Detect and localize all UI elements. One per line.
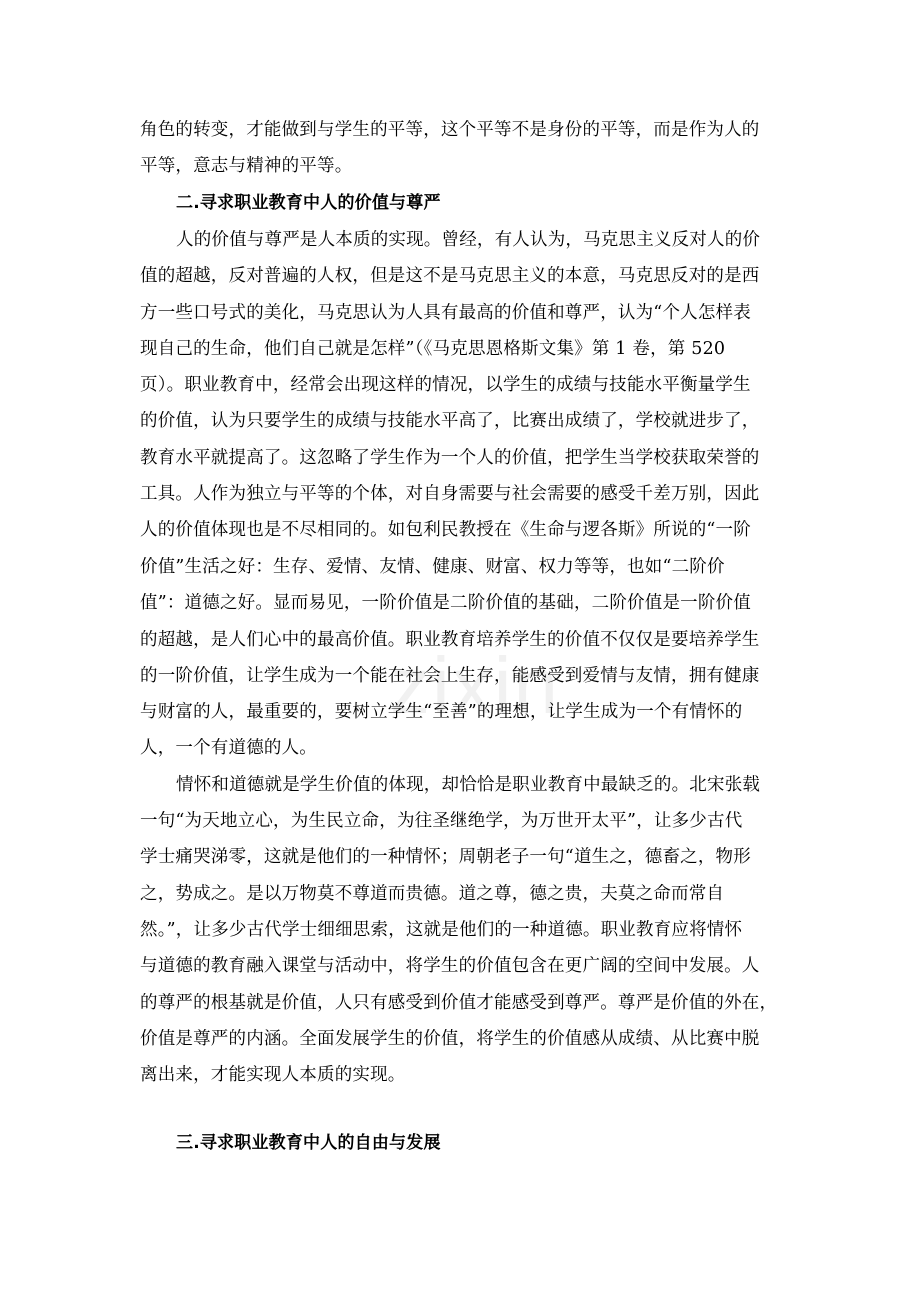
paragraph-line: 学士痛哭涕零，这就是他们的一种情怀；周朝老子一句“道生之，德畜之，物形 [140, 847, 751, 867]
paragraph-line: 离出来，才能实现人本质的实现。 [140, 1065, 406, 1085]
paragraph-line: 人的价值体现也是不尽相同的。如包利民教授在《生命与逻各斯》所说的“一阶 [140, 520, 751, 540]
paragraph-line: 值的超越，反对普遍的人权，但是这不是马克思主义的本意，马克思反对的是西 [140, 266, 760, 286]
paragraph-line: 人的价值与尊严是人本质的实现。曾经，有人认为，马克思主义反对人的价 [176, 230, 761, 250]
paragraph-line: 价值”生活之好：生存、爱情、友情、健康、财富、权力等等，也如“二阶价 [140, 557, 725, 577]
section-heading: 二.寻求职业教育中人的价值与尊严 [176, 193, 441, 213]
paragraph-line: 的价值，认为只要学生的成绩与技能水平高了，比赛出成绩了，学校就进步了， [140, 411, 760, 431]
paragraph-line: 方一些口号式的美化，马克思认为人具有最高的价值和尊严，认为“个人怎样表 [140, 303, 751, 323]
paragraph-line: 工具。人作为独立与平等的个体，对自身需要与社会需要的感受千差万别，因此 [140, 484, 760, 504]
paragraph-line: 情怀和道德就是学生价值的体现，却恰恰是职业教育中最缺乏的。北宋张载 [176, 775, 761, 795]
paragraph-line: 一句“为天地立心，为生民立命，为往圣继绝学，为万世开太平”，让多少古代 [140, 811, 743, 831]
watermark: zixin [390, 641, 561, 730]
paragraph-line: 与道德的教育融入课堂与活动中，将学生的价值包含在更广阔的空间中发展。人 [140, 956, 760, 976]
paragraph-line: 价值是尊严的内涵。全面发展学生的价值，将学生的价值感从成绩、从比赛中脱 [140, 1029, 760, 1049]
paragraph-line: 与财富的人，最重要的，要树立学生“至善”的理想，让学生成为一个有情怀的 [140, 702, 743, 722]
paragraph-line: 角色的转变，才能做到与学生的平等，这个平等不是身份的平等，而是作为人的 [140, 120, 760, 140]
paragraph-line: 页）。职业教育中，经常会出现这样的情况，以学生的成绩与技能水平衡量学生 [140, 375, 751, 395]
paragraph-line: 的一阶价值，让学生成为一个能在社会上生存，能感受到爱情与友情，拥有健康 [140, 666, 760, 686]
section-heading: 三.寻求职业教育中人的自由与发展 [176, 1133, 441, 1153]
paragraph-line: 的尊严的根基就是价值，人只有感受到价值才能感受到尊严。尊严是价值的外在， [140, 993, 778, 1013]
paragraph-line: 值”：道德之好。显而易见，一阶价值是二阶价值的基础，二阶价值是一阶价值 [140, 593, 751, 613]
paragraph-line: 教育水平就提高了。这忽略了学生作为一个人的价值，把学生当学校获取荣誉的 [140, 448, 760, 468]
paragraph-line: 的超越，是人们心中的最高价值。职业教育培养学生的价值不仅仅是要培养学生 [140, 630, 760, 650]
paragraph-line: 人，一个有道德的人。 [140, 738, 317, 758]
paragraph-line: 之，势成之。是以万物莫不尊道而贵德。道之尊，德之贵，夫莫之命而常自 [140, 884, 725, 904]
paragraph-line: 然。”，让多少古代学士细细思索，这就是他们的一种道德。职业教育应将情怀 [140, 920, 743, 940]
paragraph-line: 平等，意志与精神的平等。 [140, 156, 353, 176]
paragraph-line: 现自己的生命，他们自己就是怎样”（《马克思恩格斯文集》第 1 卷，第 520 [140, 339, 726, 359]
